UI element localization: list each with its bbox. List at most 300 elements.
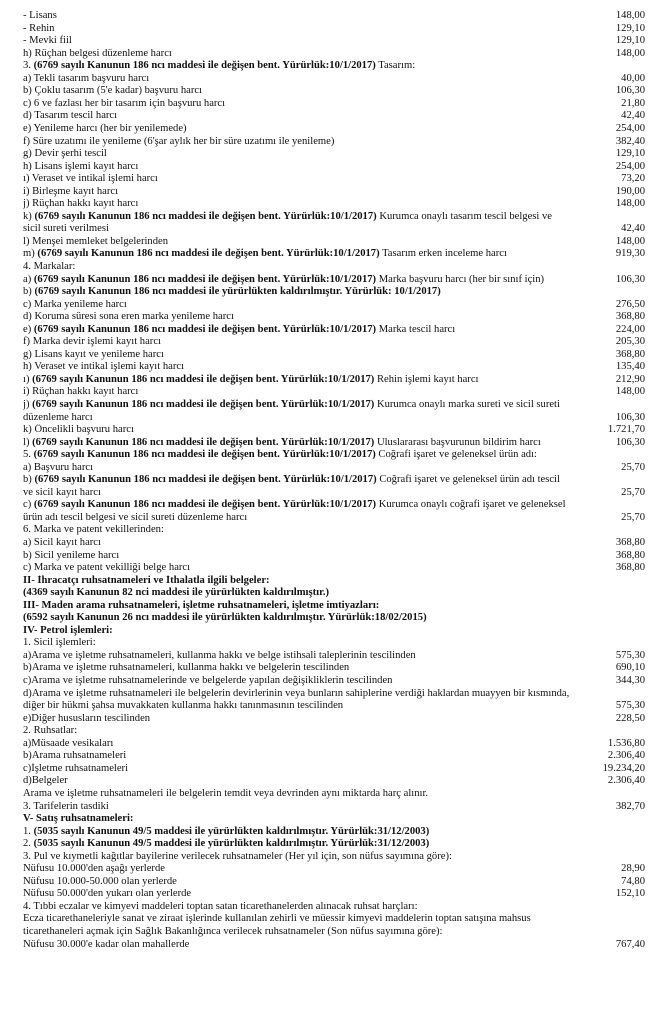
fee-amount: 129,10 — [615, 148, 645, 160]
fee-amount: 74,80 — [621, 875, 645, 887]
fee-line — [23, 938, 645, 951]
item-prefix: k) — [23, 210, 35, 222]
fee-line — [23, 763, 645, 776]
amendment-note: (5035 sayılı Kanunun 49/5 maddesi ile yürürlükten kaldırılmıştır. Yürürlük:31/12/2003) — [33, 825, 430, 837]
amendment-note: (4369 sayılı Kanunun 82 nci maddesi ile yürürlükten kaldırılmıştır.) — [23, 587, 329, 599]
item-text: f) Süre uzatımı ile yenileme (6'şar aylık her bir süre uzatımı ile yenileme) — [23, 135, 335, 147]
fee-line-text — [23, 512, 581, 525]
item-text: Kurumca onaylı coğrafi işaret ve geleneksel — [376, 499, 566, 511]
item-text: 3. Pul ve kıymetli kağıtlar bayilerine verilecek ruhsatnameler (Her yıl için, son nüfus sayımına göre): — [23, 850, 452, 862]
fee-line — [23, 738, 645, 751]
item-text: g) Devir şerhi tescil — [23, 148, 107, 160]
fee-line — [23, 600, 645, 613]
item-prefix: c) — [23, 499, 34, 511]
fee-line — [23, 261, 645, 274]
fee-line — [23, 98, 645, 111]
fee-line-text — [23, 725, 581, 738]
item-prefix: a) — [23, 273, 34, 285]
document-page — [23, 10, 645, 951]
fee-line-text — [23, 775, 581, 788]
item-prefix: 2. — [23, 838, 34, 850]
item-text: Coğrafi işaret ve geleneksel ürün adı: — [375, 449, 537, 461]
fee-line — [23, 688, 645, 701]
fee-line-text — [23, 73, 581, 86]
fee-line-text — [23, 123, 581, 136]
item-text: Nüfusu 50.000'den yukarı olan yerlerde — [23, 888, 192, 900]
amendment-note: (5035 sayılı Kanunun 49/5 maddesi ile yürürlükten kaldırılmıştır. Yürürlük:31/12/2003) — [33, 838, 430, 850]
item-text: e) Yenileme harcı (her bir yenilemede) — [23, 122, 187, 134]
fee-amount: 368,80 — [615, 348, 645, 360]
fee-amount: 129,10 — [615, 22, 645, 34]
fee-line — [23, 901, 645, 914]
fee-line — [23, 286, 645, 299]
fee-line — [23, 386, 645, 399]
fee-line — [23, 399, 645, 412]
fee-amount: 73,20 — [621, 173, 645, 185]
item-text: Rehin işlemi kayıt harcı — [374, 373, 479, 385]
item-text: a)Müsaade vesikaları — [23, 737, 114, 749]
fee-line-text — [23, 587, 581, 600]
item-text: Nüfusu 30.000'e kadar olan mahallerde — [23, 938, 190, 950]
fee-line — [23, 913, 645, 926]
fee-line-text — [23, 23, 581, 36]
fee-amount: 382,40 — [615, 135, 645, 147]
fee-line — [23, 662, 645, 675]
fee-line-text — [23, 637, 581, 650]
amendment-note: (6592 sayılı Kanunun 26 ncı maddesi ile yürürlükten kaldırılmıştır. Yürürlük:18/02/2015) — [23, 612, 427, 624]
fee-line — [23, 487, 645, 500]
item-text: f) Marka devir işlemi kayıt harcı — [23, 336, 161, 348]
amendment-note: (6769 sayılı Kanunun 186 ncı maddesi ile değişen bent. Yürürlük:10/1/2017) — [34, 210, 377, 222]
fee-amount: 129,10 — [615, 35, 645, 47]
item-text: b)Arama ruhsatnameleri — [23, 750, 127, 762]
item-text: c)İşletme ruhsatnameleri — [23, 762, 129, 774]
fee-line-text — [23, 550, 581, 563]
fee-line-text — [23, 939, 581, 952]
fee-line — [23, 838, 645, 851]
fee-amount: 575,30 — [615, 649, 645, 661]
fee-line-text — [23, 60, 581, 73]
fee-amount: 224,00 — [615, 323, 645, 335]
fee-amount: 106,30 — [615, 436, 645, 448]
fee-line — [23, 537, 645, 550]
item-text: c) Marka ve patent vekilliği belge harcı — [23, 562, 191, 574]
fee-line — [23, 223, 645, 236]
item-text: g) Lisans kayıt ve yenileme harcı — [23, 348, 164, 360]
fee-line — [23, 926, 645, 939]
fee-line — [23, 524, 645, 537]
fee-line-text — [23, 575, 581, 588]
fee-line-text — [23, 349, 581, 362]
fee-line-text — [23, 863, 581, 876]
item-prefix: b) — [23, 286, 35, 298]
fee-line-text — [23, 299, 581, 312]
fee-line — [23, 851, 645, 864]
item-text: Marka tescil harcı — [376, 323, 456, 335]
item-prefix: ı) — [23, 373, 33, 385]
fee-line — [23, 499, 645, 512]
fee-line-text — [23, 399, 581, 412]
amendment-note: IV- Petrol işlemleri: — [23, 624, 113, 636]
fee-line — [23, 135, 645, 148]
fee-amount: 106,30 — [615, 411, 645, 423]
fee-amount: 25,70 — [621, 511, 645, 523]
item-text: h) Lisans işlemi kayıt harcı — [23, 160, 139, 172]
fee-line — [23, 273, 645, 286]
item-text: - Mevki fiil — [23, 35, 72, 47]
fee-line — [23, 424, 645, 437]
fee-line — [23, 775, 645, 788]
fee-line-text — [23, 738, 581, 751]
item-text: Nüfusu 10.000'den aşağı yerlerde — [23, 863, 165, 875]
fee-line-text — [23, 324, 581, 337]
fee-amount: 148,00 — [615, 10, 645, 22]
item-prefix: m) — [23, 248, 38, 260]
fee-line-text — [23, 487, 581, 500]
fee-amount: 368,80 — [615, 549, 645, 561]
fee-amount: 382,70 — [615, 800, 645, 812]
fee-line — [23, 625, 645, 638]
fee-line-text — [23, 926, 581, 939]
item-text: c) 6 ve fazlası her bir tasarım için başvuru harcı — [23, 97, 226, 109]
item-text: Ecza ticarethaneleriyle sanat ve ziraat işlerinde kullanılan zehirli ve müessir kimyevi maddelerin toptan satışına mahsus — [23, 913, 531, 925]
fee-line-text — [23, 374, 581, 387]
fee-line-text — [23, 236, 581, 249]
amendment-note: (6769 sayılı Kanunun 186 ncı maddesi ile değişen bent. Yürürlük:10/1/2017) — [33, 449, 376, 461]
fee-line — [23, 299, 645, 312]
item-text: e)Diğer hususların tescilinden — [23, 712, 151, 724]
fee-line — [23, 186, 645, 199]
fee-line — [23, 336, 645, 349]
item-text: düzenleme harcı — [23, 411, 93, 423]
item-text: h) Veraset ve intikal işlemi kayıt harcı — [23, 361, 185, 373]
fee-amount: 228,50 — [615, 712, 645, 724]
item-text: j) Rüçhan hakkı kayıt harcı — [23, 198, 139, 210]
fee-line-text — [23, 386, 581, 399]
item-text: a) Sicil kayıt harcı — [23, 537, 101, 549]
fee-line-text — [23, 173, 581, 186]
item-text: b)Arama ve işletme ruhsatnameleri, kullanma hakkı ve belgelerin tescilinden — [23, 662, 350, 674]
item-text: h) Rüçhan belgesi düzenleme harcı — [23, 47, 172, 59]
fee-line — [23, 800, 645, 813]
fee-amount: 767,40 — [615, 938, 645, 950]
item-text: d) Koruma süresi sona eren marka yenileme harcı — [23, 311, 234, 323]
item-prefix: j) — [23, 399, 33, 410]
fee-line-text — [23, 851, 581, 864]
fee-amount: 1.536,80 — [607, 737, 645, 749]
item-text: l) Menşei memleket belgelerinden — [23, 235, 169, 247]
fee-line — [23, 700, 645, 713]
fee-amount: 106,30 — [615, 85, 645, 97]
fee-line-text — [23, 876, 581, 889]
amendment-note: (6769 sayılı Kanunun 186 ncı maddesi ile değişen bent. Yürürlük:10/1/2017) — [34, 474, 377, 486]
amendment-note: (6769 sayılı Kanunun 186 ncı maddesi ile yürürlükten kaldırılmıştır. Yürürlük: 10/1/2017) — [34, 286, 441, 298]
fee-line-text — [23, 198, 581, 211]
item-text: d) Tasarım tescil harcı — [23, 110, 118, 122]
fee-amount: 690,10 — [615, 662, 645, 674]
fee-amount: 25,70 — [621, 461, 645, 473]
amendment-note: V- Satış ruhsatnameleri: — [23, 813, 134, 825]
item-text: a) Başvuru harcı — [23, 461, 94, 473]
fee-line-text — [23, 700, 581, 713]
fee-line — [23, 612, 645, 625]
fee-line — [23, 813, 645, 826]
fee-line — [23, 361, 645, 374]
item-text: c) Marka yenileme harcı — [23, 298, 127, 310]
fee-line — [23, 437, 645, 450]
item-text: ve sicil kayıt harcı — [23, 486, 101, 498]
fee-line-text — [23, 211, 581, 224]
fee-line-text — [23, 838, 581, 851]
fee-line — [23, 713, 645, 726]
item-prefix: 1. — [23, 825, 34, 837]
item-text: 4. Tıbbi eczalar ve kimyevi maddeleri toptan satan ticarethanelerden alınacak ruhsat harçları: — [23, 900, 418, 912]
fee-line-text — [23, 449, 581, 462]
fee-amount: 368,80 — [615, 311, 645, 323]
fee-line-text — [23, 98, 581, 111]
fee-amount: 205,30 — [615, 336, 645, 348]
item-text: Kurumca onaylı marka sureti ve sicil sureti — [374, 399, 560, 410]
amendment-note: (6769 sayılı Kanunun 186 ncı maddesi ile değişen bent. Yürürlük:10/1/2017) — [32, 373, 375, 385]
fee-line-text — [23, 223, 581, 236]
item-prefix: 3. — [23, 60, 34, 72]
fee-line — [23, 173, 645, 186]
item-text: i) Birleşme kayıt harcı — [23, 185, 119, 197]
fee-amount: 148,00 — [615, 235, 645, 247]
fee-line — [23, 60, 645, 73]
fee-amount: 190,00 — [615, 185, 645, 197]
fee-amount: 21,80 — [621, 97, 645, 109]
fee-line — [23, 35, 645, 48]
fee-amount: 148,00 — [615, 47, 645, 59]
fee-line-text — [23, 625, 581, 638]
fee-line-text — [23, 286, 581, 299]
amendment-note: II- İhracatçı ruhsatnameleri ve İthalatla ilgili belgeler: — [23, 574, 270, 586]
fee-line — [23, 211, 645, 224]
fee-amount: 106,30 — [615, 273, 645, 285]
fee-amount: 135,40 — [615, 361, 645, 373]
fee-amount: 1.721,70 — [607, 424, 645, 436]
amendment-note: (6769 sayılı Kanunun 186 ncı maddesi ile değişen bent. Yürürlük:10/1/2017) — [37, 248, 380, 260]
fee-line — [23, 449, 645, 462]
amendment-note: (6769 sayılı Kanunun 186 ncı maddesi ile değişen bent. Yürürlük:10/1/2017) — [33, 323, 377, 335]
amendment-note: III- Maden arama ruhsatnameleri, işletme ruhsatnameleri, işletme imtiyazları: — [23, 599, 380, 611]
fee-line-text — [23, 888, 581, 901]
item-text: - Rehin — [23, 22, 55, 34]
amendment-note: (6769 sayılı Kanunun 186 ncı maddesi ile değişen bent. Yürürlük:10/1/2017) — [32, 436, 375, 448]
item-text: 3. Tarifelerin tasdiki — [23, 800, 109, 812]
fee-line-text — [23, 412, 581, 425]
fee-line — [23, 750, 645, 763]
fee-amount: 344,30 — [615, 675, 645, 687]
fee-line — [23, 562, 645, 575]
item-text: sicil sureti verilmesi — [23, 223, 109, 235]
fee-line-text — [23, 801, 581, 814]
item-text: b) Sicil yenileme harcı — [23, 549, 120, 561]
fee-line — [23, 788, 645, 801]
fee-line-text — [23, 248, 581, 261]
fee-amount: 368,80 — [615, 562, 645, 574]
item-prefix: 5. — [23, 449, 34, 461]
fee-amount: 148,00 — [615, 386, 645, 398]
fee-line — [23, 123, 645, 136]
item-text: ürün adı tescil belgesi ve sicil sureti düzenleme harcı — [23, 511, 248, 523]
fee-line — [23, 888, 645, 901]
fee-line — [23, 23, 645, 36]
fee-line — [23, 675, 645, 688]
fee-line — [23, 512, 645, 525]
fee-amount: 919,30 — [615, 248, 645, 260]
fee-line-text — [23, 524, 581, 537]
item-text: 1. Sicil işlemleri: — [23, 637, 96, 649]
item-text: ticarethaneleri açmak için Sağlık Bakanlığınca verilecek ruhsatnameler (Son nüfus sayımına göre): — [23, 925, 443, 937]
fee-line — [23, 637, 645, 650]
fee-line-text — [23, 600, 581, 613]
fee-amount: 19.234,20 — [602, 762, 645, 774]
fee-amount: 368,80 — [615, 537, 645, 549]
fee-line-text — [23, 750, 581, 763]
fee-amount: 254,00 — [615, 122, 645, 134]
fee-line-text — [23, 336, 581, 349]
fee-line-text — [23, 48, 581, 61]
fee-line-text — [23, 462, 581, 475]
fee-line — [23, 48, 645, 61]
fee-line — [23, 587, 645, 600]
fee-line-text — [23, 424, 581, 437]
fee-amount: 2.306,40 — [607, 775, 645, 787]
fee-amount: 212,90 — [615, 373, 645, 385]
item-text: ı) Veraset ve intikal işlemi harcı — [23, 173, 158, 185]
item-text: Kurumca onaylı tasarım tescil belgesi ve — [376, 210, 553, 222]
fee-line — [23, 876, 645, 889]
item-text: - Lisans — [23, 10, 57, 22]
fee-line — [23, 311, 645, 324]
fee-line-text — [23, 161, 581, 174]
fee-line-text — [23, 274, 581, 287]
fee-line-text — [23, 85, 581, 98]
fee-line — [23, 85, 645, 98]
fee-amount: 148,00 — [615, 198, 645, 210]
fee-line-text — [23, 311, 581, 324]
fee-amount: 254,00 — [615, 160, 645, 172]
fee-amount: 276,50 — [615, 298, 645, 310]
fee-amount: 42,40 — [621, 223, 645, 235]
amendment-note: (6769 sayılı Kanunun 186 ncı maddesi ile değişen bent. Yürürlük:10/1/2017) — [33, 499, 377, 511]
fee-line-text — [23, 913, 581, 926]
fee-line — [23, 73, 645, 86]
item-text: a) Tekli tasarım başvuru harcı — [23, 72, 150, 84]
item-text: k) Öncelikli başvuru harcı — [23, 424, 134, 436]
fee-line — [23, 349, 645, 362]
fee-line-text — [23, 763, 581, 776]
fee-line — [23, 198, 645, 211]
fee-line-text — [23, 537, 581, 550]
fee-amount: 2.306,40 — [607, 750, 645, 762]
fee-line — [23, 412, 645, 425]
fee-line-text — [23, 612, 581, 625]
fee-line-text — [23, 813, 581, 826]
fee-line-text — [23, 148, 581, 161]
fee-line — [23, 863, 645, 876]
fee-line-text — [23, 662, 581, 675]
fee-line — [23, 110, 645, 123]
fee-line — [23, 650, 645, 663]
fee-line-text — [23, 474, 581, 487]
amendment-note: (6769 sayılı Kanunun 186 ncı maddesi ile değişen bent. Yürürlük:10/1/2017) — [32, 399, 375, 410]
amendment-note: (6769 sayılı Kanunun 186 ncı maddesi ile değişen bent. Yürürlük:10/1/2017) — [33, 273, 377, 285]
fee-line-text — [23, 675, 581, 688]
item-text: Tasarım erken inceleme harcı — [379, 248, 507, 260]
fee-line-text — [23, 110, 581, 123]
fee-line — [23, 248, 645, 261]
fee-line-text — [23, 437, 581, 450]
item-text: 2. Ruhsatlar: — [23, 725, 78, 737]
fee-line-text — [23, 10, 581, 23]
item-text: Arama ve işletme ruhsatnameleri ile belgelerin temdit veya devrinden aynı miktarda harç alınır. — [23, 787, 429, 799]
item-text: b) Çoklu tasarım (5'e kadar) başvuru harcı — [23, 85, 202, 97]
fee-line — [23, 474, 645, 487]
fee-line-text — [23, 361, 581, 374]
fee-line — [23, 10, 645, 23]
fee-line — [23, 550, 645, 563]
item-text: Marka başvuru harcı (her bir sınıf için) — [376, 273, 545, 285]
fee-amount: 40,00 — [621, 72, 645, 84]
fee-line — [23, 575, 645, 588]
item-text: 6. Marka ve patent vekillerinden: — [23, 524, 164, 536]
item-prefix: e) — [23, 323, 34, 335]
fee-amount: 152,10 — [615, 888, 645, 900]
fee-amount: 28,90 — [621, 863, 645, 875]
item-prefix: b) — [23, 474, 35, 486]
fee-line-text — [23, 499, 581, 512]
item-text: 4. Markalar: — [23, 260, 76, 272]
fee-amount: 575,30 — [615, 700, 645, 712]
item-text: d)Arama ve işletme ruhsatnameleri ile belgelerin devirlerinin veya bunların sahiplerine verdiği haklardan muayyen bir kısmında, — [23, 687, 570, 699]
fee-line — [23, 324, 645, 337]
fee-line-text — [23, 35, 581, 48]
item-text: diğer bir hükmi şahsa muvakkaten kullanma hakkı tanınmasının tescilinden — [23, 700, 344, 712]
fee-line — [23, 725, 645, 738]
fee-line — [23, 161, 645, 174]
item-text: Uluslararası başvurunun bildirim harcı — [374, 436, 541, 448]
fee-line-text — [23, 826, 581, 839]
item-text: Coğrafi işaret ve geleneksel ürün adı tescil — [376, 474, 560, 486]
fee-line-text — [23, 650, 581, 663]
fee-line — [23, 374, 645, 387]
fee-line-text — [23, 186, 581, 199]
fee-line — [23, 236, 645, 249]
fee-line-text — [23, 688, 581, 701]
fee-amount: 25,70 — [621, 486, 645, 498]
fee-amount: 42,40 — [621, 110, 645, 122]
fee-line-text — [23, 136, 581, 149]
item-text: i) Rüçhan hakkı kayıt harcı — [23, 386, 139, 398]
fee-line-text — [23, 713, 581, 726]
item-text: a)Arama ve işletme ruhsatnameleri, kullanma hakkı ve belge istihsali taleplerinin tescilinden — [23, 649, 416, 661]
fee-line-text — [23, 788, 581, 801]
amendment-note: (6769 sayılı Kanunun 186 ncı maddesi ile değişen bent. Yürürlük:10/1/2017) — [33, 60, 376, 72]
item-text: Tasarım: — [375, 60, 416, 72]
fee-line-text — [23, 562, 581, 575]
item-text: d)Belgeler — [23, 775, 68, 787]
fee-line-text — [23, 261, 581, 274]
fee-line — [23, 148, 645, 161]
item-text: Nüfusu 10.000-50.000 olan yerlerde — [23, 875, 177, 887]
item-text: c)Arama ve işletme ruhsatnamelerinde ve belgelerde yapılan değişikliklerin tescilinden — [23, 675, 393, 687]
fee-line — [23, 826, 645, 839]
fee-line-text — [23, 901, 581, 914]
fee-line — [23, 462, 645, 475]
